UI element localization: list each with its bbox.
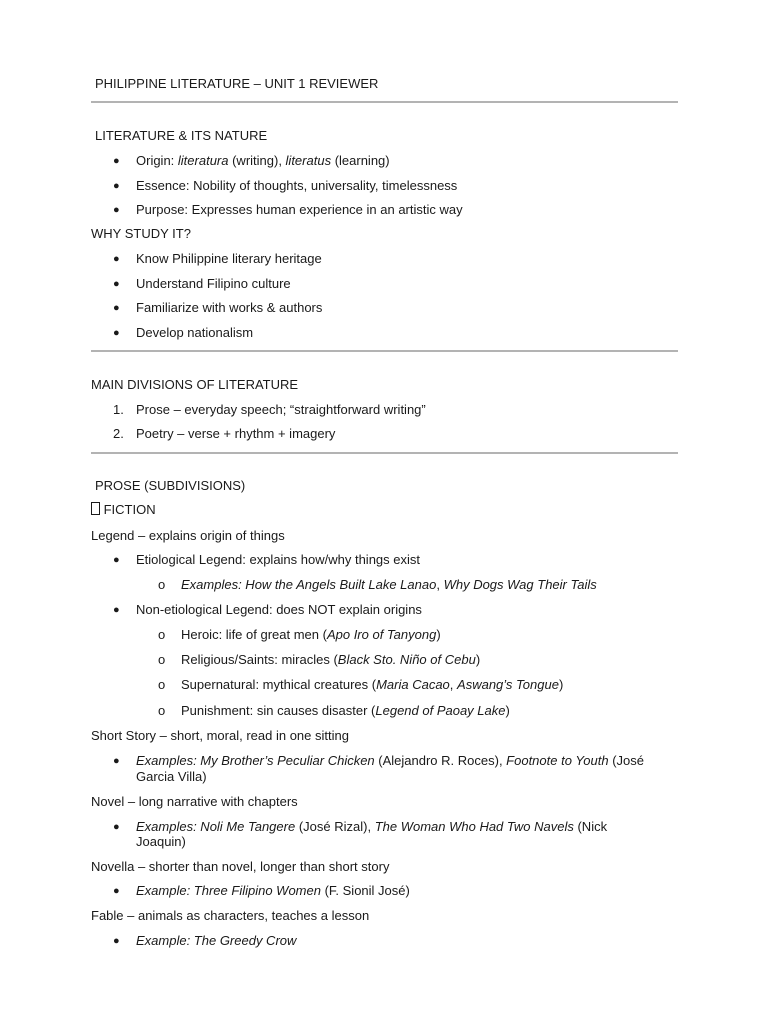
bullet-icon: ● <box>113 935 120 947</box>
bullet-icon: ● <box>113 180 120 192</box>
list-item-prose: Prose – everyday speech; “straightforward writing” <box>136 402 426 417</box>
divider <box>91 452 678 454</box>
bullet-icon: ● <box>113 253 120 265</box>
fable-example: Example: The Greedy Crow <box>136 933 297 948</box>
novel-examples-cont: Joaquin) <box>136 834 186 849</box>
bullet-icon: ● <box>113 302 120 314</box>
list-item: Develop nationalism <box>136 325 254 340</box>
bullet-icon: ● <box>113 554 120 566</box>
divider <box>91 350 678 352</box>
missing-glyph-icon <box>91 502 100 515</box>
bullet-icon: ● <box>113 821 120 833</box>
sub-item-etio-examples: Examples: How the Angels Built Lake Lanao, Why Dogs Wag Their Tails <box>181 577 597 592</box>
document-title: PHILIPPINE LITERATURE – UNIT 1 REVIEWER <box>95 76 379 91</box>
section-heading-nature: LITERATURE & ITS NATURE <box>95 128 268 143</box>
list-item-etiological: Etiological Legend: explains how/why things exist <box>136 552 421 567</box>
novel-heading: Novel – long narrative with chapters <box>91 794 298 809</box>
circle-bullet-icon: o <box>158 677 166 692</box>
short-story-examples: Examples: My Brother’s Peculiar Chicken (Alejandro R. Roces), Footnote to Youth (José <box>136 753 644 768</box>
list-number: 2. <box>113 426 124 441</box>
section-heading-prose: PROSE (SUBDIVISIONS) <box>95 478 246 493</box>
bullet-icon: ● <box>113 155 120 167</box>
short-story-examples-cont: Garcia Villa) <box>136 769 207 784</box>
sub-item-supernatural: Supernatural: mythical creatures (Maria Cacao, Aswang’s Tongue) <box>181 677 564 692</box>
list-item: Know Philippine literary heritage <box>136 251 322 266</box>
list-item: Understand Filipino culture <box>136 276 291 291</box>
divider <box>91 101 678 103</box>
sub-item-religious: Religious/Saints: miracles (Black Sto. Niño of Cebu) <box>181 652 481 667</box>
list-item-non-etiological: Non-etiological Legend: does NOT explain origins <box>136 602 422 617</box>
sub-item-punishment: Punishment: sin causes disaster (Legend of Paoay Lake) <box>181 703 510 718</box>
short-story-heading: Short Story – short, moral, read in one sitting <box>91 728 349 743</box>
list-item-origin: Origin: literatura (writing), literatus (learning) <box>136 153 390 168</box>
section-heading-why: WHY STUDY IT? <box>91 226 191 241</box>
section-heading-divisions: MAIN DIVISIONS OF LITERATURE <box>91 377 299 392</box>
novel-examples: Examples: Noli Me Tangere (José Rizal), The Woman Who Had Two Navels (Nick <box>136 819 608 834</box>
bullet-icon: ● <box>113 604 120 616</box>
novella-example: Example: Three Filipino Women (F. Sionil José) <box>136 883 410 898</box>
novella-heading: Novella – shorter than novel, longer than short story <box>91 859 390 874</box>
fiction-label: FICTION <box>91 502 156 518</box>
list-item-poetry: Poetry – verse + rhythm + imagery <box>136 426 336 441</box>
circle-bullet-icon: o <box>158 703 166 718</box>
circle-bullet-icon: o <box>158 577 166 592</box>
bullet-icon: ● <box>113 885 120 897</box>
circle-bullet-icon: o <box>158 652 166 667</box>
bullet-icon: ● <box>113 755 120 767</box>
sub-item-heroic: Heroic: life of great men (Apo Iro of Tanyong) <box>181 627 441 642</box>
list-item-purpose: Purpose: Expresses human experience in an artistic way <box>136 202 463 217</box>
legend-heading: Legend – explains origin of things <box>91 528 285 543</box>
bullet-icon: ● <box>113 278 120 290</box>
list-number: 1. <box>113 402 124 417</box>
bullet-icon: ● <box>113 327 120 339</box>
circle-bullet-icon: o <box>158 627 166 642</box>
list-item-essence: Essence: Nobility of thoughts, universality, timelessness <box>136 178 458 193</box>
list-item: Familiarize with works & authors <box>136 300 323 315</box>
bullet-icon: ● <box>113 204 120 216</box>
fable-heading: Fable – animals as characters, teaches a lesson <box>91 908 370 923</box>
